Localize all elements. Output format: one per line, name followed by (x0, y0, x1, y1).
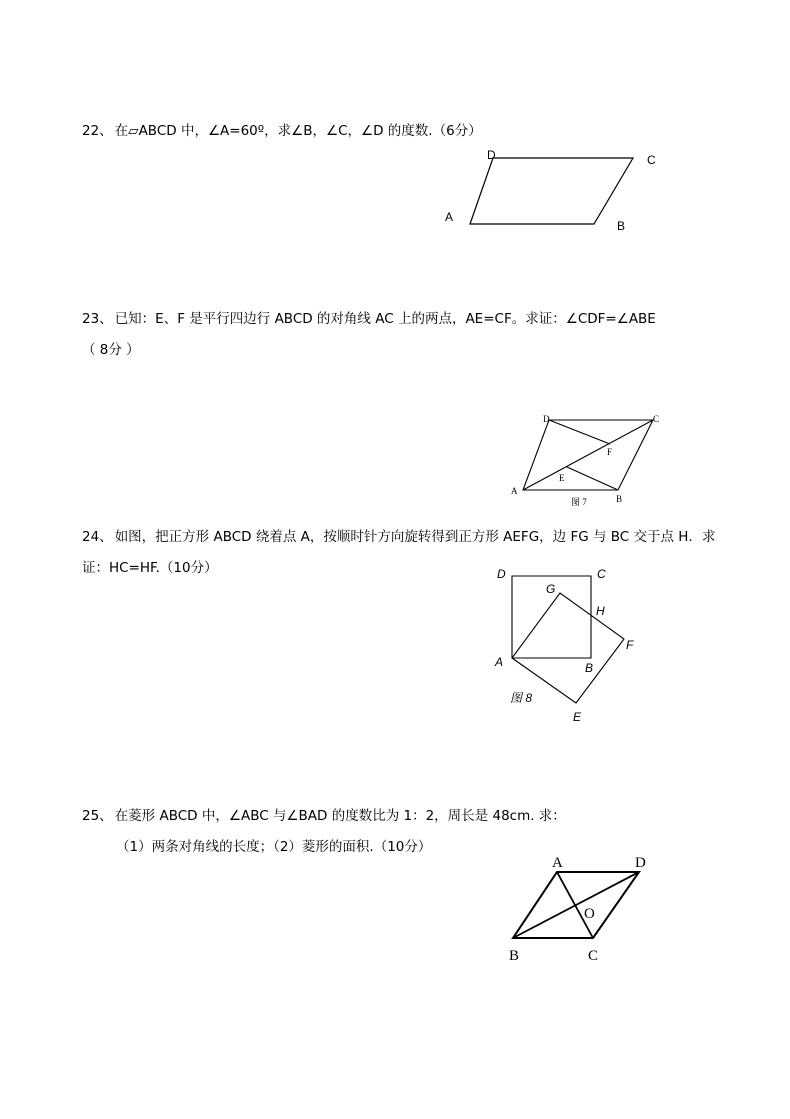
label-a: A (495, 655, 504, 669)
label-a: A (445, 210, 454, 224)
label-b: B (509, 948, 520, 964)
segment-be (567, 467, 618, 490)
question-text-line-2: 证：HC=HF.（10分） (82, 560, 218, 576)
label-d: D (635, 855, 646, 871)
label-f: F (626, 638, 634, 652)
label-b: B (585, 661, 594, 675)
figure-caption: 图 8 (510, 691, 533, 705)
label-d: D (487, 148, 496, 162)
question-23-line-2 (82, 340, 140, 360)
question-number: 22、 (82, 123, 113, 139)
question-23 (82, 309, 656, 329)
question-number: 23、 (82, 311, 113, 327)
segment-df (549, 420, 610, 444)
diagonal-bd (513, 872, 639, 938)
label-c: C (588, 948, 599, 964)
label-o: O (584, 906, 595, 922)
label-a: A (552, 855, 563, 871)
label-a: A (511, 486, 518, 496)
label-h: H (596, 604, 605, 618)
figure-rhombus-abcd (495, 848, 670, 968)
label-d: D (543, 414, 550, 424)
label-f: F (607, 447, 613, 457)
label-b: B (616, 494, 623, 504)
question-text-line-1: 已知：E、F 是平行四边行 ABCD 的对角线 AC 上的两点，AE=CF。求证：∠CDF=∠ABE (114, 311, 656, 327)
label-e: E (573, 710, 582, 724)
label-c: C (647, 153, 656, 167)
label-c: C (653, 414, 660, 424)
question-text-line-1: 如图，把正方形 ABCD 绕着点 A，按顺时针方向旋转得到正方形 AEFG，边 FG 与 BC 交于点 H．求 (114, 529, 716, 545)
square-aefg (512, 593, 624, 703)
question-score: （ 8分 ） (82, 342, 140, 358)
figure-7 (505, 408, 675, 508)
figure-caption: 图 7 (571, 497, 587, 507)
label-d: D (497, 567, 506, 581)
question-text: 在▱ABCD 中，∠A=60º，求∠B，∠C，∠D 的度数.（6分） (114, 123, 482, 139)
question-text-line-2: （1）两条对角线的长度；（2）菱形的面积.（10分） (116, 839, 432, 855)
parallelogram-shape (470, 158, 633, 224)
label-g: G (546, 582, 556, 596)
question-number: 24、 (82, 529, 113, 545)
figure-parallelogram-abcd (440, 145, 670, 240)
diagonal-ac (523, 420, 653, 490)
question-22 (82, 121, 482, 141)
question-24 (82, 527, 715, 547)
question-text-line-1: 在菱形 ABCD 中，∠ABC 与∠BAD 的度数比为 1：2，周长是 48cm. 求： (114, 808, 566, 824)
figure-8 (485, 560, 655, 730)
label-b: B (617, 219, 626, 233)
question-25 (82, 806, 566, 826)
question-25-line-2 (116, 837, 431, 857)
question-number: 25、 (82, 808, 113, 824)
label-c: C (597, 567, 606, 581)
question-24-line-2 (82, 558, 218, 578)
label-e: E (559, 473, 565, 483)
